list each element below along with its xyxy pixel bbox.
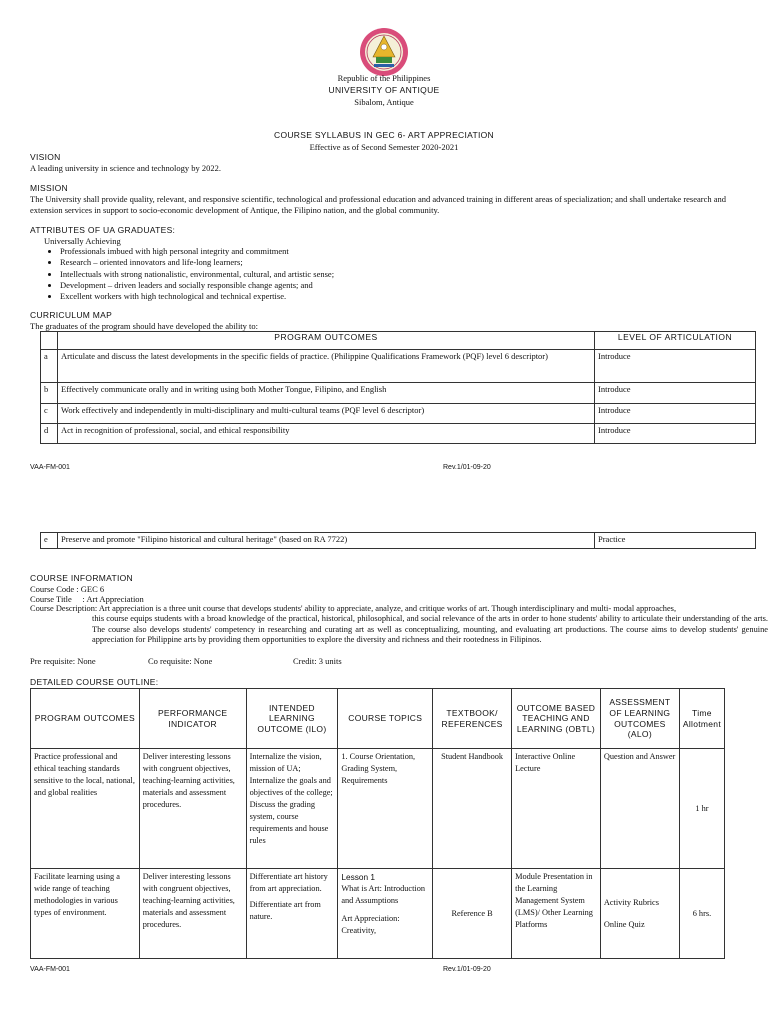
form-code: VAA-FM-001: [30, 464, 70, 471]
revision-code: Rev.1/01-09-20: [443, 966, 491, 973]
row-outcome: Effectively communicate orally and in writing using both Mother Tongue, Filipino, and English: [58, 383, 595, 404]
credit-units: Credit: 3 units: [293, 656, 342, 666]
ilo-line: Differentiate art history from art appreciation.: [249, 872, 328, 893]
cell-reference: Reference B: [433, 869, 512, 959]
curriculum-key-header: [41, 332, 58, 350]
header-alo: ASSESSMENT OF LEARNING OUTCOMES (ALO): [600, 689, 679, 749]
header-ilo: INTENDED LEARNING OUTCOME (ILO): [246, 689, 338, 749]
header-performance-indicator: PERFORMANCE INDICATOR: [139, 689, 246, 749]
header-references: TEXTBOOK/ REFERENCES: [433, 689, 512, 749]
course-info-label: COURSE INFORMATION: [30, 573, 133, 583]
republic-line: Republic of the Philippines: [337, 73, 431, 83]
header-time-allotment: Time Allotment: [679, 689, 724, 749]
course-description-body: this course equips students with a broad knowledge of the practical, historical, philosophical, and social relevance of the arts in order to hone students' ability to articulate their understanding of the arts. The course also develops students' competency in researching and curating art as well as conceptualizing, mounting, and evaluating art productions. The course aims to develop students' genuine appreciation for Philippine arts by providing them opportunities to explore the diversity and richness and their rootedness in Filipinos.: [92, 614, 768, 644]
alo-line: Activity Rubrics: [603, 897, 659, 907]
attribute-item: • Development – driven leaders and socially responsible change agents; and: [60, 280, 334, 291]
attribute-item: • Intellectuals with strong nationalistic, environmental, cultural, and artistic sense;: [60, 269, 334, 280]
program-outcomes-header: PROGRAM OUTCOMES: [58, 332, 595, 350]
curriculum-row: [41, 350, 756, 383]
row-level: Introduce: [595, 404, 756, 424]
cell-alo: Question and Answer: [600, 749, 679, 869]
cell-program-outcome: Facilitate learning using a wide range of teaching methodologies in various types of environment.: [31, 869, 140, 959]
row-level: Introduce: [595, 424, 756, 444]
alo-line: Online Quiz: [603, 919, 645, 929]
row-outcome: Work effectively and independently in multi-disciplinary and multi-cultural teams (PQF level 6 descriptor): [58, 404, 595, 424]
cell-obtl: Interactive Online Lecture: [512, 749, 601, 869]
attribute-item: • Research – oriented innovators and life-long learners;: [60, 257, 334, 268]
row-outcome: Act in recognition of professional, social, and ethical responsibility: [58, 424, 595, 444]
curriculum-intro: The graduates of the program should have developed the ability to:: [30, 321, 259, 331]
cell-topics: [338, 869, 433, 959]
cell-program-outcome: Practice professional and ethical teaching standards sensitive to the local, national, and global realities: [31, 749, 140, 869]
row-key: d: [41, 424, 58, 444]
attribute-item: • Excellent workers with high technological and technical expertise.: [60, 291, 334, 302]
course-code: Course Code : GEC 6: [30, 584, 105, 594]
cell-indicator: Deliver interesting lessons with congruent objectives, teaching-learning activities, materials and assessment procedures.: [139, 869, 246, 959]
row-key: a: [41, 350, 58, 383]
ilo-line: Differentiate art from nature.: [249, 900, 321, 921]
row-level: Practice: [595, 533, 756, 549]
row-level: Introduce: [595, 350, 756, 383]
row-key: b: [41, 383, 58, 404]
header-course-topics: COURSE TOPICS: [338, 689, 433, 749]
cell-alo: [600, 869, 679, 959]
cell-indicator: Deliver interesting lessons with congruent objectives, teaching-learning activities, materials and assessment procedures.: [139, 749, 246, 869]
header-obtl: OUTCOME BASED TEACHING AND LEARNING (OBTL): [512, 689, 601, 749]
curriculum-map-label: CURRICULUM MAP: [30, 310, 113, 320]
cell-reference: Student Handbook: [433, 749, 512, 869]
attribute-item: • Professionals imbued with high personal integrity and commitment: [60, 246, 334, 257]
effective-date: Effective as of Second Semester 2020-2021: [309, 142, 459, 152]
cell-ilo: [246, 869, 338, 959]
curriculum-row: [41, 424, 756, 444]
row-key: c: [41, 404, 58, 424]
cell-topics: 1. Course Orientation, Grading System, Requirements: [338, 749, 433, 869]
curriculum-map-table: [40, 331, 756, 444]
prerequisite: Pre requisite: None: [30, 656, 96, 666]
vision-label: VISION: [30, 152, 61, 162]
revision-code: Rev.1/01-09-20: [443, 464, 491, 471]
topic-lesson: Lesson 1: [341, 872, 376, 882]
outline-row: [31, 749, 725, 869]
attributes-intro: Universally Achieving: [44, 236, 121, 246]
topic-line: Art Appreciation: Creativity,: [341, 914, 400, 935]
mission-label: MISSION: [30, 183, 68, 193]
row-key: e: [41, 533, 58, 549]
course-outline-label: DETAILED COURSE OUTLINE:: [30, 677, 159, 687]
row-outcome: Articulate and discuss the latest developments in the specific fields of practice. (Philippine Qualifications Framework (PQF) level 6 descriptor): [58, 350, 595, 383]
cell-obtl: Module Presentation in the Learning Management System (LMS)/ Other Learning Platforms: [512, 869, 601, 959]
university-location: Sibalom, Antique: [354, 97, 414, 107]
level-articulation-header: LEVEL OF ARTICULATION: [595, 332, 756, 350]
row-level: Introduce: [595, 383, 756, 404]
topic-line: What is Art: Introduction and Assumptions: [341, 884, 425, 905]
curriculum-row: [41, 383, 756, 404]
row-outcome: Preserve and promote "Filipino historical and cultural heritage" (based on RA 7722): [58, 533, 595, 549]
cell-ilo: Internalize the vision, mission of UA; Internalize the goals and objectives of the college; Discuss the grading system, course requirements and house rules: [246, 749, 338, 869]
cell-time: 6 hrs.: [679, 869, 724, 959]
curriculum-map-continued: [40, 532, 756, 549]
syllabus-title: COURSE SYLLABUS IN GEC 6- ART APPRECIATION: [274, 130, 494, 140]
course-title: Course Title : Art Appreciation: [30, 594, 144, 604]
curriculum-row: [41, 404, 756, 424]
vision-text: A leading university in science and technology by 2022.: [30, 163, 221, 173]
mission-text: The University shall provide quality, relevant, and responsive scientific, technological and professional education and advanced training in different areas of specialization; and shall undertake research and extension services in support to socio-economic development of Antique, the Filipino nation, and the global community.: [30, 194, 727, 215]
attributes-label: ATTRIBUTES OF UA GRADUATES:: [30, 225, 176, 235]
outline-row: [31, 869, 725, 959]
course-outline-table: [30, 688, 725, 959]
form-code: VAA-FM-001: [30, 966, 70, 973]
course-description-line1: Course Description: Art appreciation is a three unit course that develops students' ability to appreciate, analyze, and critique works of art. Though interdisciplinary and multi- modal approaches,: [30, 604, 677, 613]
curriculum-row: [41, 533, 756, 549]
university-name: UNIVERSITY OF ANTIQUE: [328, 85, 440, 95]
header-program-outcomes: PROGRAM OUTCOMES: [31, 689, 140, 749]
attributes-list: [44, 246, 334, 302]
cell-time: 1 hr: [679, 749, 724, 869]
corequisite: Co requisite: None: [148, 656, 213, 666]
university-seal-logo: [359, 27, 409, 77]
